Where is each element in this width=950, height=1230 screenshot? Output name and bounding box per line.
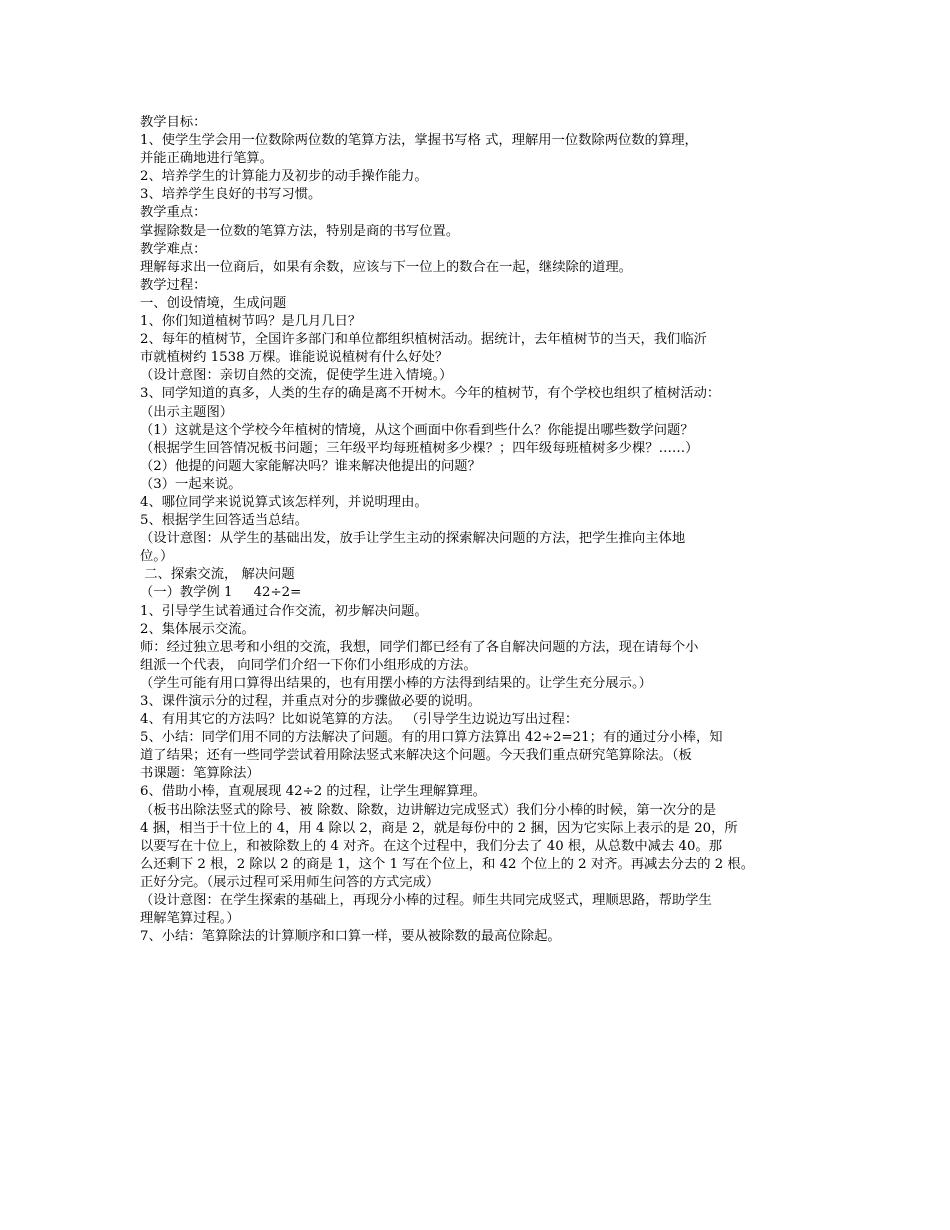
section-2-title: 二、探索交流， 解决问题 [140, 567, 295, 583]
paragraph-line: 3、同学知道的真多，人类的生存的确是离不开树木。今年的植树节，有个学校也组织了植树活动： [140, 386, 721, 402]
difficulty-text: 理解每求出一位商后，如果有余数，应该与下一位上的数合在一起，继续除的道理。 [140, 259, 632, 275]
paragraph-line: （学生可能有用口算得出结果的，也有用摆小棒的方法得到结果的。让学生充分展示。） [140, 675, 652, 691]
paragraph-line: 1、你们知道植树节吗？是几月几日？ [140, 314, 362, 330]
goal-2: 2、培养学生的计算能力及初步的动手操作能力。 [140, 169, 428, 185]
paragraph-line: 2、集体展示交流。 [140, 621, 255, 637]
paragraph-line: （1）这就是这个学校今年植树的情境，从这个画面中你看到些什么？你能提出哪些数学问题？ [140, 422, 694, 438]
design-intent-note: 理解笔算过程。） [140, 911, 240, 927]
paragraph-line: 1、引导学生试着通过合作交流，初步解决问题。 [140, 603, 428, 619]
section-1-title: 一、创设情境，生成问题 [140, 295, 287, 311]
goal-3: 3、培养学生良好的书写习惯。 [140, 187, 322, 203]
heading-process: 教学过程： [140, 277, 207, 293]
paragraph-line: （出示主题图） [140, 404, 234, 420]
paragraph-line: 4 捆，相当于十位上的 4，用 4 除以 2，商是 2，就是每份中的 2 捆，因为它实际上表示的是 20，所 [140, 820, 738, 836]
goal-1-line-2: 并能正确地进行笔算。 [140, 151, 273, 167]
design-intent-note: 位。） [140, 549, 174, 565]
paragraph-line: 市就植树约 1538 万棵。谁能说说植树有什么好处？ [140, 350, 449, 366]
example-1-title: （一）教学例 1 42÷2= [140, 585, 302, 601]
paragraph-line: 书课题：笔算除法） [140, 766, 260, 782]
paragraph-line: 3、课件演示分的过程，并重点对分的步骤做必要的说明。 [140, 694, 481, 709]
heading-teaching-goals: 教学目标： [140, 115, 207, 130]
design-intent-note: （设计意图：亲切自然的交流，促使学生进入情境。） [140, 368, 453, 384]
paragraph-line: 组派一个代表， 向同学们介绍一下你们小组形成的方法。 [140, 657, 477, 673]
paragraph-line: （板书出除法竖式的除号、被 除数、除数，边讲解边完成竖式）我们分小棒的时候，第一次分的是 [140, 802, 716, 818]
paragraph-line: 么还剩下 2 根，2 除以 2 的商是 1，这个 1 写在个位上，和 42 个位上的 2 对齐。再减去分去的 2 根。 [140, 856, 754, 872]
paragraph-line: 4、哪位同学来说说算式该怎样列，并说明理由。 [140, 494, 428, 510]
paragraph-line: （根据学生回答情况板书问题；三年级平均每班植树多少棵？；四年级每班植树多少棵？……） [140, 440, 699, 456]
paragraph-line: 5、根据学生回答适当总结。 [140, 513, 309, 529]
paragraph-line: （3）一起来说。 [140, 476, 242, 492]
design-intent-note: （设计意图：在学生探索的基础上，再现分小棒的过程。师生共同完成竖式，理顺思路，帮助学生 [140, 893, 712, 909]
goal-1-line-1: 1、使学生学会用一位数除两位数的笔算方法，掌握书写格 式，理解用一位数除两位数的算理， [140, 133, 698, 149]
paragraph-line: （2）他提的问题大家能解决吗？谁来解决他提出的问题？ [140, 458, 481, 474]
heading-key-points: 教学重点： [140, 205, 207, 221]
paragraph-line: 道了结果；还有一些同学尝试着用除法竖式来解决这个问题。今天我们重点研究笔算除法。（板 [140, 748, 692, 764]
heading-difficulties: 教学难点： [140, 241, 207, 257]
paragraph-line: 7、小结：笔算除法的计算顺序和口算一样，要从被除数的最高位除起。 [140, 929, 561, 945]
paragraph-line: 2、每年的植树节，全国许多部门和单位都组织植树活动。据统计，去年植树节的当天，我们临沂 [140, 332, 707, 348]
paragraph-line: 5、小结：同学们用不同的方法解决了问题。有的用口算方法算出 42÷2=21；有的通过分小棒，知 [140, 730, 723, 746]
key-point-text: 掌握除数是一位数的笔算方法，特别是商的书写位置。 [140, 223, 460, 239]
paragraph-line: 正好分完。（展示过程可采用师生问答的方式完成） [140, 874, 440, 890]
paragraph-line: 以要写在十位上，和被除数上的 4 对齐。在这个过程中，我们分去了 40 根，从总数中减去 40。那 [140, 838, 723, 854]
paragraph-line: 师：经过独立思考和小组的交流，我想，同学们都已经有了各自解决问题的方法，现在请每个小 [140, 639, 699, 655]
paragraph-line: 6、借助小棒，直观展现 42÷2 的过程，让学生理解算理。 [140, 784, 486, 800]
design-intent-note: （设计意图：从学生的基础出发，放手让学生主动的探索解决问题的方法，把学生推向主体地 [140, 531, 686, 547]
document-body [140, 114, 820, 946]
paragraph-line: 4、有用其它的方法吗？比如说笔算的方法。 （引导学生边说边写出过程： [140, 712, 579, 728]
